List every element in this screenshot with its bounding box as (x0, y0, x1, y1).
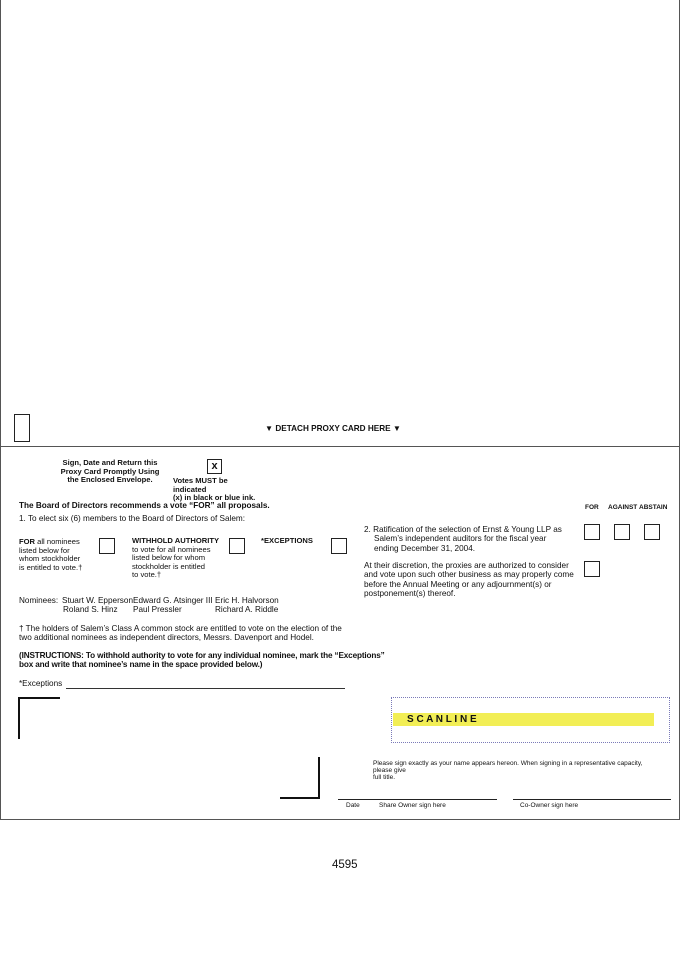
abstain-column-header: ABSTAIN (639, 504, 668, 511)
signature-note-line-1: Please sign exactly as your name appears hereon. When signing in a representative capacity, please give (373, 760, 643, 774)
scan-line-band: S C A N L I N E (393, 713, 654, 726)
nominee: Roland S. Hinz (63, 605, 118, 615)
for-all-label: FOR (19, 537, 36, 546)
exceptions-option-label: *EXCEPTIONS (261, 536, 313, 545)
corner-mark-top-left (18, 697, 60, 739)
proposal-1-title: 1. To elect six (6) members to the Board of Directors of Salem: (19, 514, 246, 523)
discretion-line-2: and vote upon such other business as may properly come (364, 570, 574, 580)
registration-mark-box (14, 414, 30, 442)
nominees-column-2 (133, 596, 213, 615)
exceptions-writein-label: *Exceptions (19, 679, 63, 688)
corner-mark-bottom-right (280, 757, 320, 799)
votes-mark-line-1: Votes MUST be indicated (173, 476, 228, 494)
proposal-2-line-3: ending December 31, 2004. (374, 543, 476, 553)
nominees-label: Nominees: (19, 596, 59, 605)
proposal-2-abstain-checkbox[interactable] (644, 524, 660, 540)
for-all-line-3: whom stockholder (19, 554, 81, 564)
date-label: Date (346, 802, 360, 809)
detach-instruction: ▼ DETACH PROXY CARD HERE ▼ (265, 424, 402, 433)
envelope-line-2: Proxy Card Promptly Using (60, 466, 160, 476)
nominee: Richard A. Riddle (215, 605, 279, 615)
class-a-line-2: two additional nominees as independent directors, Messrs. Davenport and Hodel. (19, 633, 314, 643)
proposal-2-line-2: Salem’s independent auditors for the fiscal year (374, 534, 547, 544)
coowner-signature-field[interactable] (513, 799, 671, 800)
votes-mark-note (173, 477, 263, 503)
class-a-note (19, 624, 342, 643)
discretion-line-3: before the Annual Meeting or any adjournment(s) or (364, 579, 552, 589)
coowner-sign-label: Co-Owner sign here (520, 802, 579, 809)
owner-signature-field[interactable] (338, 799, 497, 800)
for-all-line-4: is entitled to vote.† (19, 562, 83, 572)
withhold-line-1: to vote for all nominees (132, 544, 211, 554)
discretion-text (364, 561, 574, 598)
nominees-column-1 (62, 596, 133, 615)
instructions-line-1: (INSTRUCTIONS: To withhold authority to vote for any individual nominee, mark the “Exceptions” (19, 651, 385, 660)
instructions-line-2: box and write that nominee’s name in the space provided below.) (19, 660, 263, 670)
against-column-header: AGAINST (608, 504, 638, 511)
envelope-line-1: Sign, Date and Return this (62, 458, 158, 467)
withhold-option-text (132, 537, 227, 580)
nominee: Eric H. Halvorson (215, 596, 279, 605)
nominee: Paul Pressler (133, 605, 182, 615)
detach-line (0, 446, 680, 447)
envelope-line-3: the Enclosed Envelope. (67, 475, 153, 485)
nominee: Stuart W. Epperson (62, 596, 133, 605)
nominee: Edward G. Atsinger III (133, 596, 213, 605)
exceptions-checkbox[interactable] (331, 538, 347, 554)
votes-mark-line-2: (x) in black or blue ink. (173, 493, 256, 503)
for-all-option-text (19, 538, 101, 572)
proposal-2-against-checkbox[interactable] (614, 524, 630, 540)
envelope-instruction (60, 459, 160, 485)
for-all-nominees-checkbox[interactable] (99, 538, 115, 554)
withhold-line-4: to vote.† (132, 570, 162, 580)
proposal-2-for-checkbox[interactable] (584, 524, 600, 540)
sample-mark-box: x (207, 459, 222, 474)
nominees-column-3 (215, 596, 279, 615)
class-a-line-1: † The holders of Salem’s Class A common stock are entitled to vote on the election of the (19, 624, 342, 633)
for-column-header: FOR (585, 504, 599, 511)
withhold-instructions (19, 651, 385, 670)
for-all-line-1: all nominees (35, 537, 80, 546)
withhold-authority-checkbox[interactable] (229, 538, 245, 554)
proposal-2-line-1: 2. Ratification of the selection of Ernst & Young LLP as (364, 525, 562, 534)
owner-sign-label: Share Owner sign here (379, 802, 446, 809)
exceptions-writein-field[interactable] (66, 688, 345, 689)
withhold-title: WITHHOLD AUTHORITY (132, 536, 220, 545)
discretion-line-4: postponement(s) thereof. (364, 588, 456, 598)
page-number: 4595 (332, 859, 358, 871)
board-recommendation: The Board of Directors recommends a vote “FOR” all proposals. (19, 501, 270, 510)
withhold-line-3: stockholder is entitled (132, 561, 206, 571)
signature-note-line-2: full title. (373, 774, 396, 781)
withhold-line-2: listed below for whom (132, 553, 206, 563)
discretion-line-1: At their discretion, the proxies are authorized to consider (364, 561, 569, 570)
discretion-checkbox[interactable] (584, 561, 600, 577)
signature-note (373, 760, 643, 781)
for-all-line-2: listed below for (19, 545, 70, 555)
proposal-2-text (364, 525, 562, 553)
